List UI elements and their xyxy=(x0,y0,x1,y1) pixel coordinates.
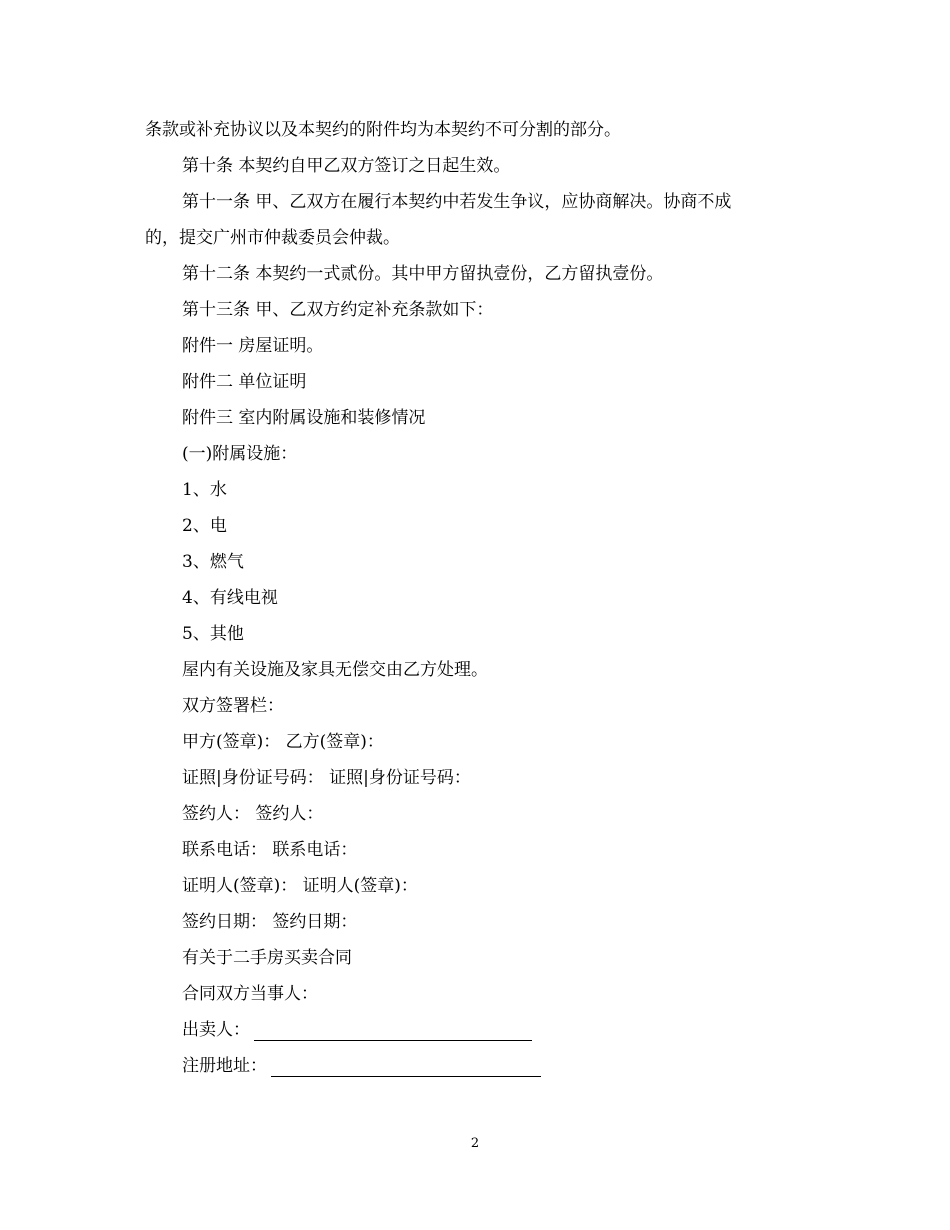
seller-label: 出卖人： xyxy=(182,1020,250,1040)
seller-field xyxy=(182,1019,532,1041)
article-12: 第十二条 本契约一式贰份。其中甲方留执壹份，乙方留执壹份。 xyxy=(182,264,664,284)
phone-line: 联系电话： 联系电话： xyxy=(182,840,358,860)
signatory-line: 签约人： 签约人： xyxy=(182,804,324,824)
attachment-1: 附件一 房屋证明。 xyxy=(182,336,324,356)
facility-item: 5、其他 xyxy=(182,624,244,644)
attachment-2: 附件二 单位证明 xyxy=(182,372,307,392)
address-field xyxy=(182,1055,541,1077)
signature-line: 甲方(签章)： 乙方(签章)： xyxy=(182,732,384,752)
facility-item: 4、有线电视 xyxy=(182,588,278,608)
facility-item: 1、水 xyxy=(182,480,227,500)
seller-blank xyxy=(254,1022,532,1041)
signature-section-title: 双方签署栏： xyxy=(182,696,284,716)
article-11-cont: 的，提交广州市仲裁委员会仲裁。 xyxy=(145,228,400,248)
attachment-3: 附件三 室内附属设施和装修情况 xyxy=(182,408,426,428)
address-label: 注册地址： xyxy=(182,1056,267,1076)
paragraph-line: 条款或补充协议以及本契约的附件均为本契约不可分割的部分。 xyxy=(145,120,621,140)
facilities-heading: (一)附属设施： xyxy=(182,444,298,464)
parties-heading: 合同双方当事人： xyxy=(182,984,318,1004)
contract-title: 有关于二手房买卖合同 xyxy=(182,948,352,968)
facility-item: 3、燃气 xyxy=(182,552,244,572)
witness-line: 证明人(签章)： 证明人(签章)： xyxy=(182,876,418,896)
facilities-note: 屋内有关设施及家具无偿交由乙方处理。 xyxy=(182,660,488,680)
article-10: 第十条 本契约自甲乙双方签订之日起生效。 xyxy=(182,156,511,176)
facility-item: 2、电 xyxy=(182,516,227,536)
sign-date-line: 签约日期： 签约日期： xyxy=(182,912,358,932)
id-number-line: 证照|身份证号码： 证照|身份证号码： xyxy=(182,768,471,788)
address-blank xyxy=(271,1058,541,1077)
article-13: 第十三条 甲、乙双方约定补充条款如下： xyxy=(182,300,494,320)
article-11: 第十一条 甲、乙双方在履行本契约中若发生争议，应协商解决。协商不成 xyxy=(182,192,732,212)
page-number: 2 xyxy=(470,1136,480,1151)
